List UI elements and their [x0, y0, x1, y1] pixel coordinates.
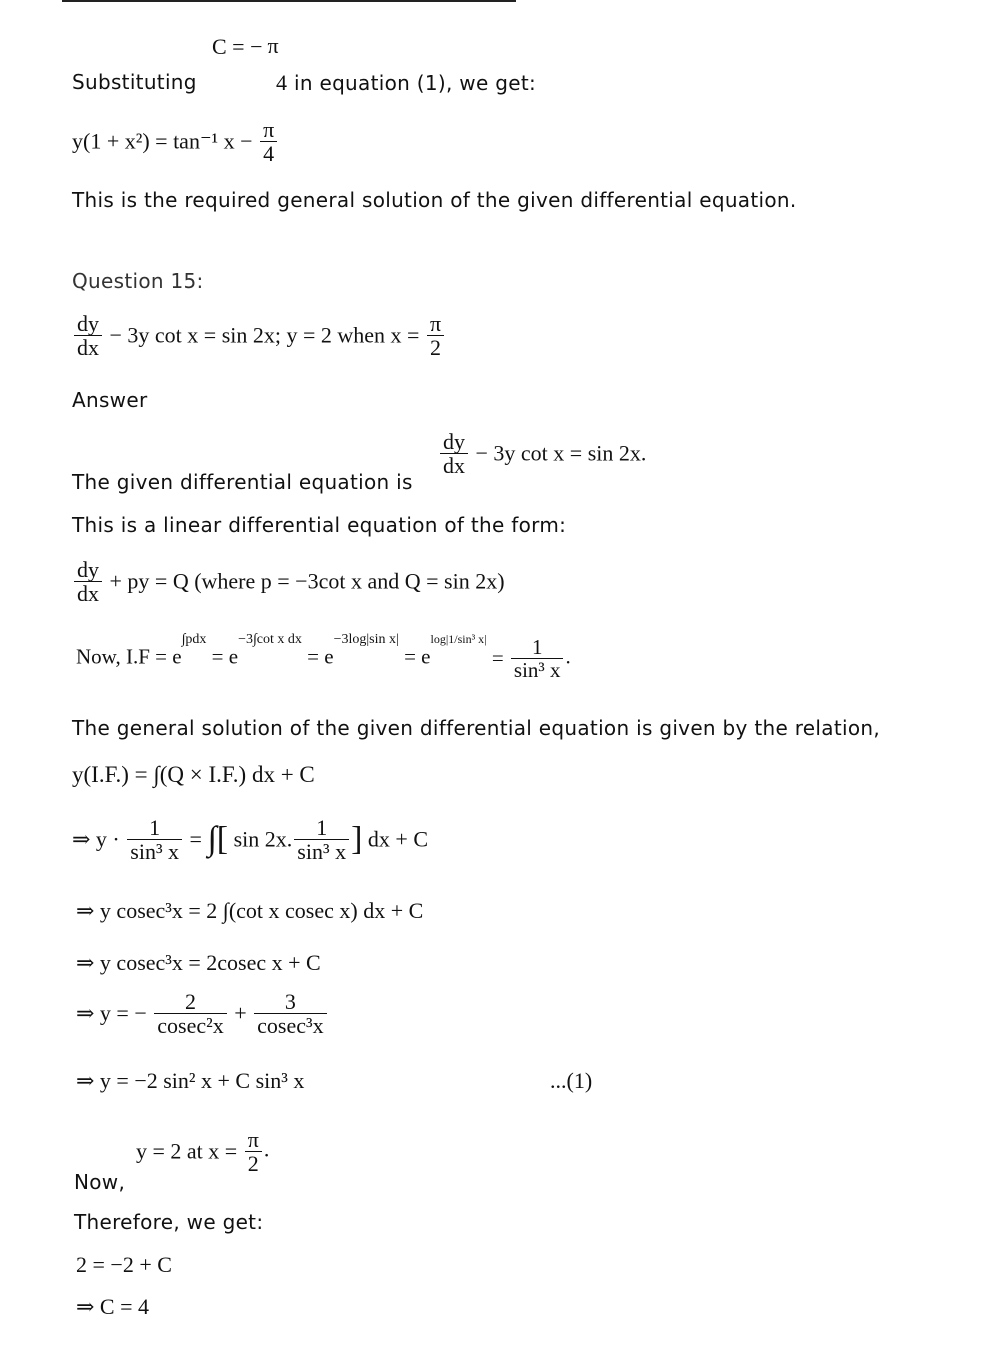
- one-over-sin3x-inner: [294, 816, 349, 863]
- substituting-rest: [276, 70, 536, 96]
- d2: cosec³x: [254, 1013, 326, 1037]
- condition-expression: y = 2 at x = $\frac{\pi}{2}$ .: [136, 1127, 270, 1177]
- question-rest: − 3y cot x = sin 2x; y = 2 when x =: [109, 322, 420, 348]
- dy-dx-fraction: [74, 312, 102, 359]
- dy: dy: [443, 429, 465, 454]
- one-num: 1: [149, 815, 161, 840]
- if-exponent-2: −3∫cot x dx: [238, 632, 302, 647]
- therefore-text: Therefore, we get:: [74, 1210, 264, 1234]
- if-exponent-3: −3log|sin x|: [333, 632, 399, 647]
- step1-tail: dx + C: [367, 826, 428, 852]
- pi-over-4-fraction: [265, 34, 282, 57]
- solution-lhs: y(1 + x²) = tan⁻¹ x −: [72, 128, 253, 154]
- answer-label: Answer: [72, 388, 148, 412]
- c-expr: C = −: [212, 34, 263, 59]
- step1-inner: sin 2x.: [233, 826, 293, 852]
- condition-expr: y = 2 at x =: [136, 1138, 238, 1164]
- if-eq-2: = e: [307, 644, 334, 669]
- one-num-inner: 1: [316, 815, 328, 840]
- three-over-cosec3x: [254, 990, 326, 1037]
- given-text: The given differential equation is: [72, 470, 413, 494]
- step-5: ⇒ y = −2 sin² x + C sin³ x: [76, 1068, 305, 1093]
- if-exponent-1: ∫pdx: [181, 632, 207, 647]
- step-4: [76, 990, 329, 1037]
- bracket-close: ]: [351, 820, 363, 858]
- pi-num: π: [429, 311, 442, 336]
- linear-form-equation: [72, 558, 505, 605]
- equation-b: ⇒ C = 4: [76, 1294, 150, 1319]
- two-over-cosec2x: [154, 990, 226, 1037]
- sin3x-den: sin³ x: [127, 839, 182, 863]
- dy-dx-fraction: [74, 558, 102, 605]
- integral-sign: ∫[: [207, 820, 229, 858]
- one-over-sin3x: [127, 816, 182, 863]
- four-den: 4: [260, 141, 277, 165]
- dy: dy: [77, 311, 99, 336]
- step-1: [72, 816, 428, 863]
- n2: 3: [284, 989, 296, 1014]
- if-now: Now, I.F = e: [76, 644, 182, 669]
- dx: dx: [74, 581, 102, 605]
- equation-label: ...(1): [550, 1068, 593, 1093]
- one-num: 1: [531, 635, 543, 659]
- step4-plus: +: [234, 1000, 247, 1026]
- substituting-rest-text: in equation (1), we get:: [287, 71, 537, 95]
- sin3x-den-inner: sin³ x: [294, 839, 349, 863]
- sin3x-den: sin³ x: [511, 658, 564, 681]
- dx: dx: [74, 335, 102, 359]
- if-exponent-4: log|1/sin³ x|: [430, 632, 487, 646]
- step1-lhs: ⇒ y ·: [72, 826, 120, 852]
- pi-num: π: [247, 1127, 259, 1152]
- given-equation: [438, 430, 646, 477]
- question-equation: [72, 312, 446, 359]
- required-solution-text: This is the required general solution of the given differential equation.: [72, 188, 797, 212]
- dx: dx: [440, 453, 468, 477]
- solution-equation-1: [72, 118, 279, 165]
- four-digit: 4: [276, 70, 288, 95]
- question-label: Question 15:: [72, 269, 204, 293]
- d1: cosec²x: [154, 1013, 226, 1037]
- c-value-expression: [212, 34, 284, 60]
- step1-eq: =: [189, 826, 202, 852]
- if-eq-3: = e: [404, 644, 431, 669]
- top-rule: [62, 0, 516, 2]
- substituting-text: Substituting: [72, 70, 197, 94]
- pi-symbol: π: [267, 33, 279, 58]
- step-2: ⇒ y cosec³x = 2 ∫(cot x cosec x) dx + C: [76, 898, 424, 923]
- dy: dy: [77, 557, 99, 582]
- now-text: Now,: [74, 1170, 126, 1194]
- form-rest: + py = Q (where p = −3cot x and Q = sin 2x): [109, 568, 505, 594]
- one-over-sin3x: [511, 636, 564, 681]
- if-eq-1: = e: [211, 644, 239, 669]
- pi-over-2: [245, 1128, 262, 1175]
- step4-lhs: ⇒ y = −: [76, 1000, 147, 1026]
- n1: 2: [184, 989, 196, 1014]
- dy-dx-fraction: [440, 430, 468, 477]
- pi-over-2: [427, 312, 444, 359]
- integrating-factor-line: Now, $I.F = e^{\int pdx} = e^{-3\int cot x dx} = e^{-3log|sin x|} = e^{log|1/sin^3 x|}$ = $\frac{1}{\text{sin³ x}}$ .: [76, 632, 571, 683]
- linear-form-text: This is a linear differential equation of the form:: [72, 513, 567, 537]
- given-rest: − 3y cot x = sin 2x.: [475, 440, 647, 466]
- general-solution-text: The general solution of the given differential equation is given by the relation,: [72, 716, 880, 740]
- two-den: 2: [245, 1151, 262, 1175]
- equation-a: 2 = −2 + C: [76, 1252, 172, 1277]
- general-relation: y(I.F.) = ∫(Q × I.F.) dx + C: [72, 762, 315, 787]
- pi-num: π: [263, 117, 275, 142]
- two-den: 2: [427, 335, 444, 359]
- step-3: ⇒ y cosec³x = 2cosec x + C: [76, 950, 321, 975]
- pi-over-4: [260, 118, 277, 165]
